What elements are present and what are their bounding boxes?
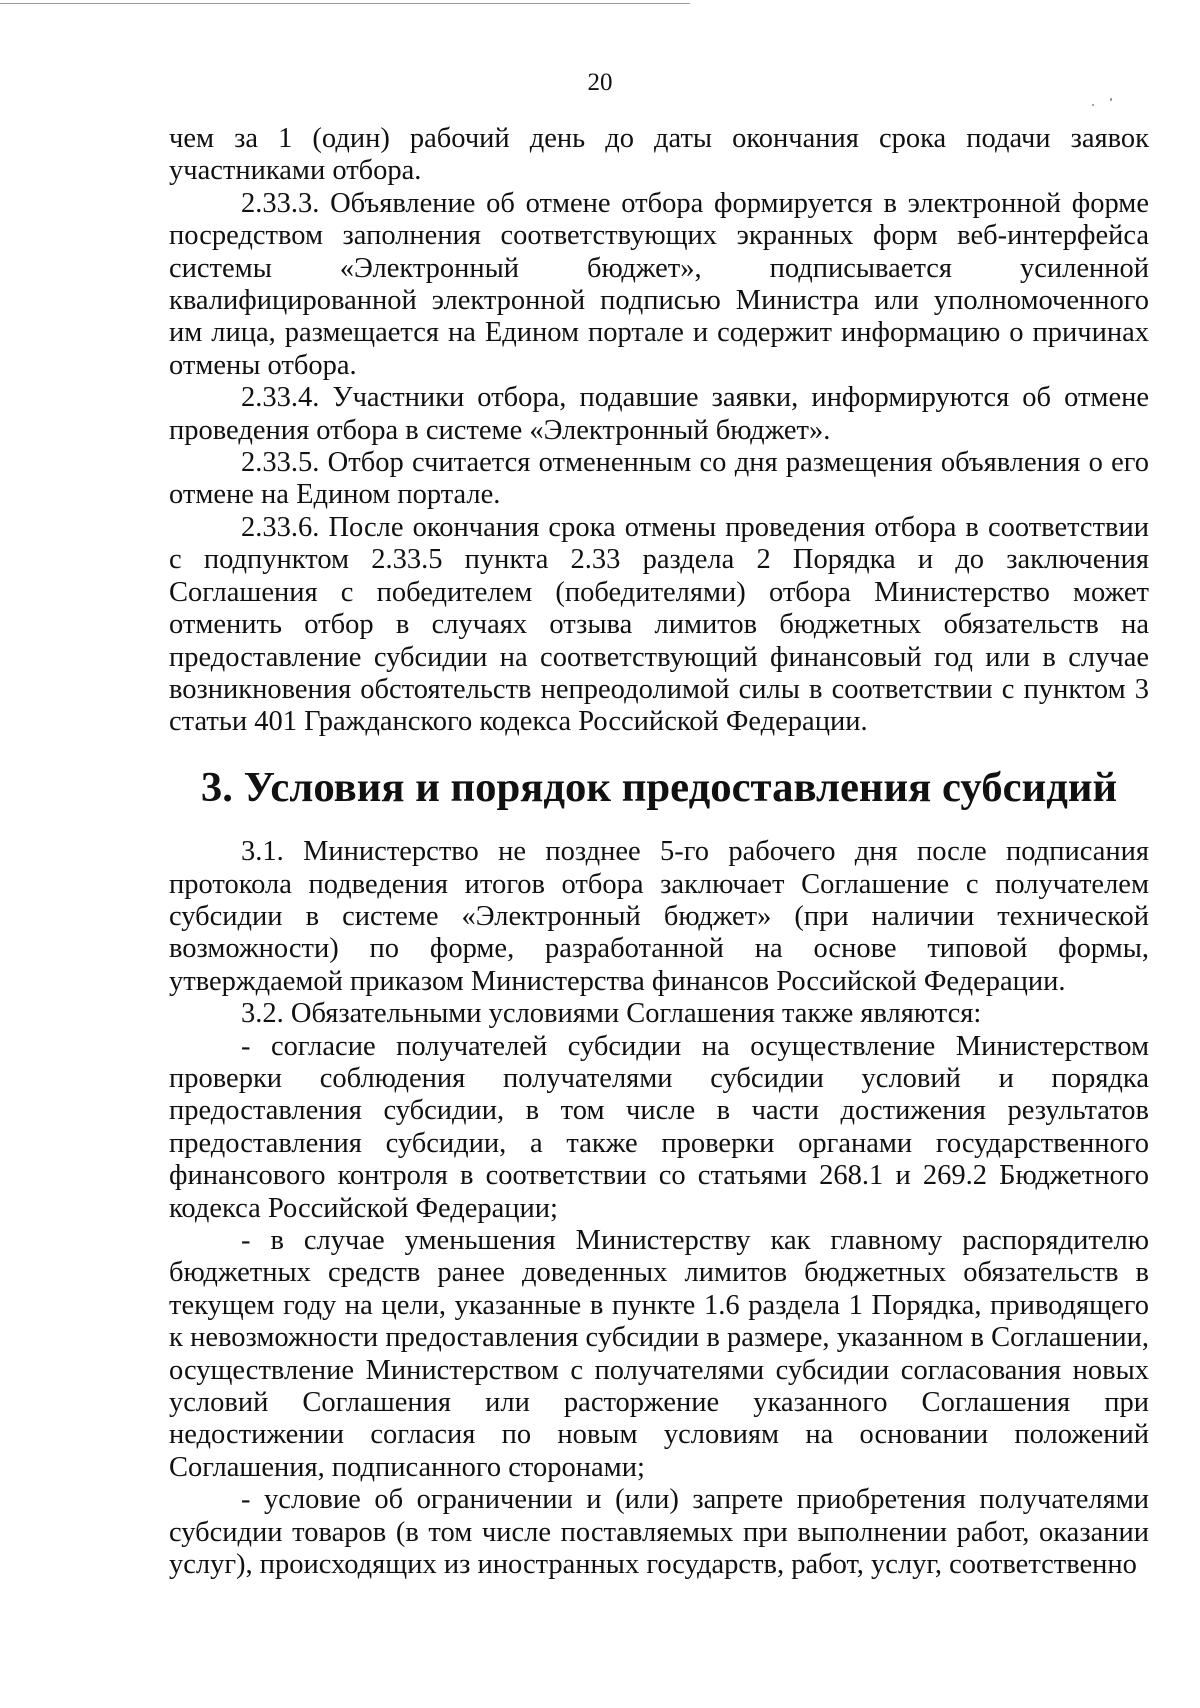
paragraph-2-33-6: 2.33.6. После окончания срока отмены проведения отбора в соответствии с подпунктом 2.33.5 пункта 2.33 раздела 2 Порядка и до заключения Соглашения с победителем (победителями) отбора Министерство может отменить отбор в случаях отзыва лимитов бюджетных обязательств на предоставление субсидии на соответствующий финансовый год или в случае возникновения обстоятельств непреодолимой силы в соответствии с пунктом 3 статьи 401 Гражданского кодекса Российской Федерации. [169, 511, 1149, 738]
paragraph-3-2: 3.2. Обязательными условиями Соглашения также являются: [241, 998, 982, 1030]
paragraph-2-33-4: 2.33.4. Участники отбора, подавшие заявки, информируются об отмене проведения отбора в системе «Электронный бюджет». [169, 382, 1149, 446]
document-body [169, 123, 1149, 1581]
list-item-limits-reduction: - в случае уменьшения Министерству как главному распорядителю бюджетных средств ранее доведенных лимитов бюджетных обязательств в текущем году на цели, указанные в пункте 1.6 раздела 1 Порядка, приводящего к невозможности предоставления субсидии в размере, указанном в Соглашении, осуществление Министерством с получателями субсидии согласования новых условий Соглашения или расторжение указанного Соглашения при недостижении согласия по новым условиям на основании положений Соглашения, подписанного сторонами; [169, 1225, 1149, 1483]
scan-speck [1092, 104, 1094, 106]
section-heading: 3. Условия и порядок предоставления субсидий [200, 763, 1118, 811]
paragraph-2-33-5: 2.33.5. Отбор считается отмененным со дня размещения объявления о его отмене на Едином портале. [169, 447, 1149, 511]
paragraph-continuation: чем за 1 (один) рабочий день до даты окончания срока подачи заявок участниками отбора. [169, 123, 1149, 187]
scan-speck [1110, 98, 1112, 101]
page-number: 20 [587, 69, 613, 96]
scan-top-edge-line [0, 3, 690, 4]
paragraph-2-33-3: 2.33.3. Объявление об отмене отбора формируется в электронной форме посредством заполнения соответствующих экранных форм веб-интерфейса системы «Электронный бюджет», подписывается усиленной квалифицированной электронной подписью Министра или уполномоченного им лица, размещается на Едином портале и содержит информацию о причинах отмены отбора. [169, 187, 1149, 381]
list-item-consent: - согласие получателей субсидии на осуществление Министерством проверки соблюдения получателями субсидии условий и порядка предоставления субсидии, в том числе в части достижения результатов предоставления субсидии, а также проверки органами государственного финансового контроля в соответствии со статьями 268.1 и 269.2 Бюджетного кодекса Российской Федерации; [169, 1030, 1149, 1224]
list-item-import-restriction: - условие об ограничении и (или) запрете приобретения получателями субсидии товаров (в том числе поставляемых при выполнении работ, оказании услуг), происходящих из иностранных государств, работ, услуг, соответственно [169, 1484, 1149, 1581]
paragraph-3-1: 3.1. Министерство не позднее 5-го рабочего дня после подписания протокола подведения итогов отбора заключает Соглашение с получателем субсидии в системе «Электронный бюджет» (при наличии технической возможности) по форме, разработанной на основе типовой формы, утверждаемой приказом Министерства финансов Российской Федерации. [169, 836, 1149, 997]
